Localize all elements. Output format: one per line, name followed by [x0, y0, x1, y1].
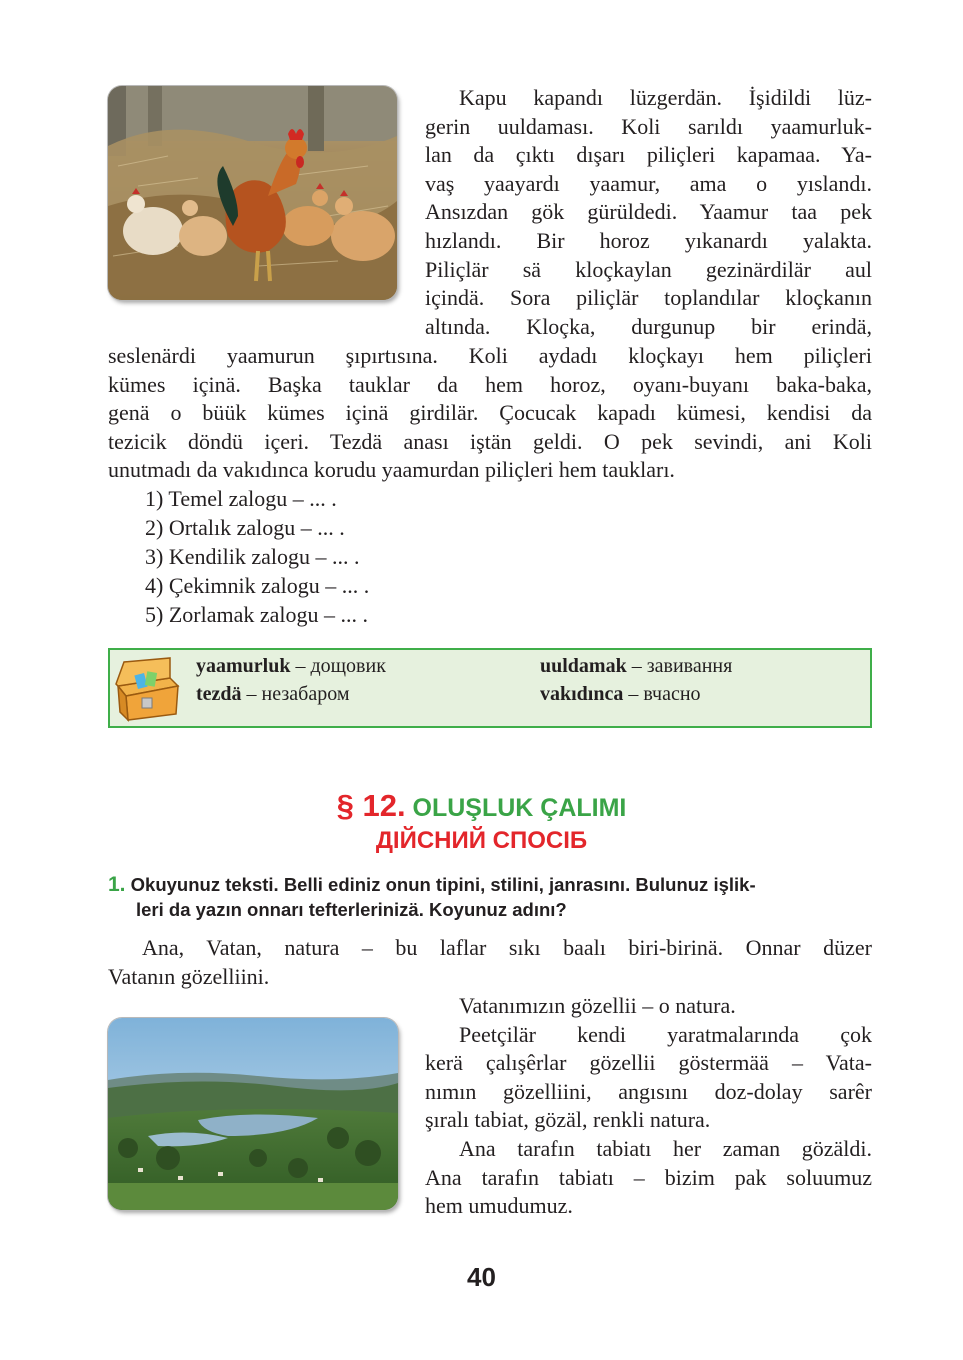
reading-line: Ana tarafın tabiatı her zaman gözäldi.	[459, 1135, 872, 1161]
reading-line: Vatanımızın gözellii – o natura.	[459, 993, 736, 1018]
section-heading	[0, 788, 963, 824]
section-title: OLUŞLUK ÇALIMI	[412, 794, 627, 822]
story-line: vaş yaayardı yaamur, ama o yıslandı.	[425, 170, 872, 196]
exercise-list	[145, 484, 369, 629]
vocab-entry: tezdä – незабаром	[196, 683, 350, 705]
task-line: Okuyunuz teksti. Belli ediniz onun tipini, stilini, janrasını. Bulunuz işlik-	[130, 874, 756, 895]
story-line: içindä. Sora piliçlär toplandılar kloçkanın	[425, 285, 872, 311]
section-subtitle: ДІЙСНИЙ СПОСІБ	[375, 827, 588, 854]
story-paragraph-right	[425, 84, 872, 341]
story-line: Ansızdan gök gürüldedi. Yaamur taa pek	[425, 199, 872, 225]
treasure-chest-icon	[112, 656, 184, 722]
list-item: 4) Çekimnik zalogu – ... .	[145, 573, 370, 598]
vocab-entry: vakıdınca – вчасно	[540, 683, 701, 705]
vocab-entry: uuldamak – завивання	[540, 655, 733, 677]
vocab-entry: yaamurluk – дощовик	[196, 655, 386, 677]
task-number: 1.	[108, 873, 126, 896]
story-line: seslenärdi yaamurun şıpırtısına. Koli aydadı kloçkayı hem piliçleri	[108, 343, 872, 368]
story-line: Kapu kapandı lüzgerdän. İşidildi lüz-	[459, 85, 872, 110]
story-line: tezicik döndü içeri. Tezdä anası iştän geldi. O pek sevindi, ani Koli	[108, 428, 872, 454]
story-line: kümes içinä. Başka tauklar da hem horoz, oyanı-buyanı baka-baka,	[108, 371, 872, 397]
story-line: Piliçlär sä kloçkaylan gezinärdilär aul	[425, 256, 872, 282]
reading-intro-last: Vatanın gözelliini.	[108, 964, 270, 989]
reading-line: nımın gözelliini, angısını doz-dolay sarêr	[425, 1078, 872, 1104]
story-line: gerin uuldaması. Koli sarıldı yaamurluk-	[425, 113, 872, 139]
reading-line: kerä çalışêrlar gözellii göstermää – Vata-	[425, 1050, 872, 1076]
story-line: altında. Kloçka, durgunup bir erindä,	[425, 313, 872, 339]
reading-line: hem umudumuz.	[425, 1193, 573, 1219]
task-instruction	[108, 872, 874, 922]
reading-line: şıralı tabiat, gözäl, renkli natura.	[425, 1107, 711, 1133]
list-item: 5) Zorlamak zalogu – ... .	[145, 602, 368, 627]
story-line: hızlandı. Bir horoz yıkanardı yalakta.	[425, 227, 872, 253]
list-item: 3) Kendilik zalogu – ... .	[145, 544, 360, 569]
story-line: genä o büük kümes içinä girdilär. Çocucak kapadı kümesi, kendisi da	[108, 400, 872, 426]
page-number: 40	[467, 1262, 496, 1292]
story-last-line: unutmadı da vakıdınca korudu yaamurdan piliçleri hem taukları.	[108, 457, 675, 482]
task-line: leri da yazın onnarı tefterlerinizä. Koyunuz adını?	[136, 899, 567, 920]
reading-line: Peetçilär kendi yaratmalarında çok	[459, 1021, 872, 1047]
story-line: lan da çıktı dışarı piliçleri kapamaa. Ya-	[425, 142, 872, 168]
section-number: § 12.	[336, 788, 406, 823]
reading-line: Ana, Vatan, natura – bu laflar sıkı baalı biri-birinä. Onnar düzer	[142, 935, 872, 960]
landscape-photo	[108, 1018, 398, 1210]
reading-paragraph-right	[425, 992, 872, 1221]
reading-line: Ana tarafın tabiatı – bizim pak soluumuz	[425, 1164, 872, 1190]
list-item: 1) Temel zalogu – ... .	[145, 486, 337, 511]
story-paragraph-full	[108, 342, 872, 456]
chickens-photo	[108, 86, 397, 300]
reading-intro	[108, 934, 872, 963]
list-item: 2) Ortalık zalogu – ... .	[145, 515, 345, 540]
vocabulary-box	[108, 648, 872, 728]
